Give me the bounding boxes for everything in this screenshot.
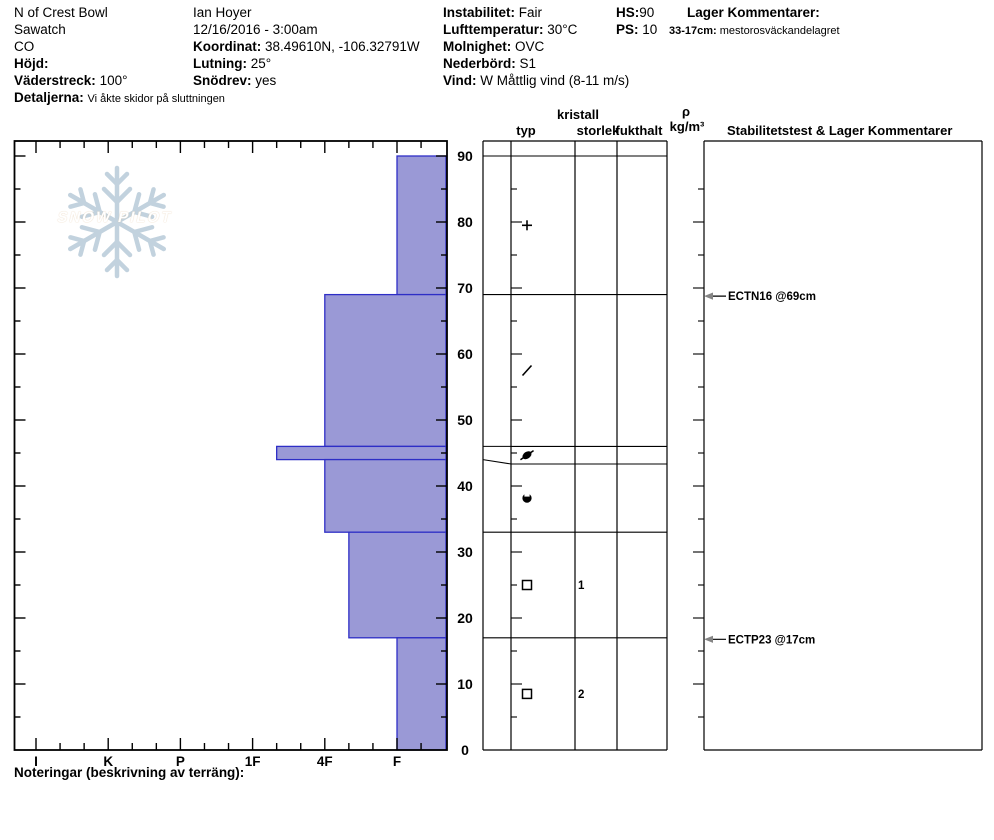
- depth-label-80: 80: [457, 214, 473, 230]
- observer-name: Ian Hoyer: [193, 5, 252, 20]
- precip-label: Nederbörd:: [443, 56, 516, 71]
- hardness-bar-44-33cm: [325, 460, 446, 533]
- details-label: Detaljerna:: [14, 90, 84, 105]
- notes-label: Noteringar (beskrivning av terräng):: [14, 765, 245, 780]
- test-arrow-head: [704, 636, 713, 643]
- hardness-label-1F: 1F: [244, 754, 261, 769]
- stability-label: Instabilitet:: [443, 5, 516, 20]
- col-density-symbol: ρ: [681, 104, 691, 119]
- aspect-label: Väderstreck:: [14, 73, 96, 88]
- coordinates-label: Koordinat:: [193, 39, 262, 54]
- depth-label-0: 0: [461, 742, 469, 758]
- grain-symbol-fcxr: [522, 493, 531, 503]
- grain-symbol-fc: [523, 581, 532, 590]
- hardness-label-I: I: [34, 754, 38, 769]
- depth-label-20: 20: [457, 610, 473, 626]
- stability-value: Fair: [518, 5, 543, 20]
- depth-label-60: 60: [457, 346, 473, 362]
- depth-label-50: 50: [457, 412, 473, 428]
- wind-label: Vind:: [443, 73, 477, 88]
- hardness-label-F: F: [392, 754, 402, 769]
- col-density-unit: kg/m³: [669, 119, 705, 134]
- grain-symbol-mfcr: [518, 448, 535, 463]
- col-fukthalt: fukthalt: [615, 123, 663, 138]
- hardness-label-4F: 4F: [316, 754, 333, 769]
- fcxr-notch: [524, 493, 529, 497]
- hardness-bar-46-44cm: [277, 446, 446, 459]
- hs-value: 90: [639, 5, 655, 20]
- pit-location: N of Crest Bowl: [14, 5, 108, 20]
- grain-symbol-fc: [523, 689, 532, 698]
- test-annotation: ECTN16 @69cm: [728, 291, 816, 304]
- test-annotation: ECTP23 @17cm: [728, 634, 816, 647]
- logo-banner: SNOW PILOT: [55, 209, 175, 226]
- col-kristall: kristall: [557, 107, 599, 122]
- depth-label-90: 90: [457, 148, 473, 164]
- depth-label-30: 30: [457, 544, 473, 560]
- airtemp-label: Lufttemperatur:: [443, 22, 544, 37]
- depth-label-40: 40: [457, 478, 473, 494]
- layer-comment-text: mestorosväckandelagret: [719, 25, 840, 37]
- hardness-label-K: K: [103, 754, 114, 769]
- drifting-label: Snödrev:: [193, 73, 252, 88]
- test-arrow-head: [704, 293, 713, 300]
- aspect-value: 100°: [99, 73, 128, 88]
- grain-size-2: 2: [578, 688, 585, 701]
- pit-datetime: 12/16/2016 - 3:00am: [193, 22, 318, 37]
- hardness-bar-90-69cm: [397, 156, 446, 295]
- hardness-bar-17-0cm: [397, 638, 446, 750]
- hardness-label-P: P: [175, 754, 185, 769]
- elevation-label: Höjd:: [14, 56, 49, 71]
- ps-value: 10: [642, 22, 658, 37]
- col-storlek: storlek: [576, 123, 620, 138]
- ps-label: PS:: [616, 22, 639, 37]
- thin-layer-funnel-bottom: [483, 460, 511, 464]
- hardness-bar-33-17cm: [349, 532, 446, 638]
- depth-label-70: 70: [457, 280, 473, 296]
- col-typ: typ: [516, 123, 536, 138]
- grain-symbol-df: [523, 366, 532, 376]
- grain-size-1: 1: [578, 580, 585, 592]
- slope-label: Lutning:: [193, 56, 247, 71]
- sky-label: Molnighet:: [443, 39, 512, 54]
- pit-range: Sawatch: [14, 22, 66, 37]
- hs-label: HS:: [616, 5, 640, 20]
- depth-label-10: 10: [457, 676, 473, 692]
- layer-comments-header: Lager Kommentarer:: [687, 5, 820, 20]
- airtemp-value: 30°C: [547, 22, 578, 37]
- wind-value: W Måttlig vind (8-11 m/s): [480, 73, 630, 88]
- precip-value: S1: [519, 56, 537, 71]
- pit-state: CO: [14, 39, 35, 54]
- layer-comment-range: 33-17cm:: [669, 25, 717, 37]
- sky-value: OVC: [515, 39, 545, 54]
- col-stability-tests: Stabilitetstest & Lager Kommentarer: [727, 123, 953, 138]
- hardness-bar-69-46cm: [325, 295, 446, 447]
- details-value: Vi åkte skidor på sluttningen: [87, 93, 225, 105]
- coordinates-value: 38.49610N, -106.32791W: [265, 39, 420, 54]
- drifting-value: yes: [255, 73, 277, 88]
- slope-value: 25°: [250, 56, 272, 71]
- mfcr-ellipse: [521, 450, 533, 461]
